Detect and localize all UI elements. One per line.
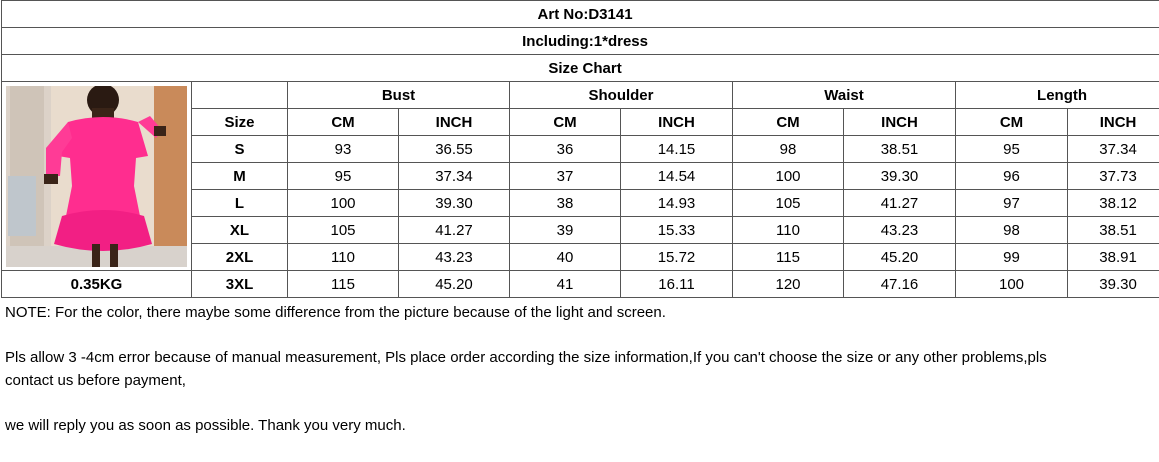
waist-inch-cell: 41.27 [844,190,956,217]
header-bust-inch: INCH [399,109,510,136]
bust-cm-cell: 105 [288,217,399,244]
length-cm-cell: 97 [956,190,1068,217]
shoulder-cm-cell: 40 [510,244,621,271]
shoulder-cm-cell: 41 [510,271,621,298]
header-shoulder: Shoulder [510,82,733,109]
length-cm-cell: 96 [956,163,1068,190]
size-cell: 3XL [192,271,288,298]
header-length-cm: CM [956,109,1068,136]
bust-inch-cell: 45.20 [399,271,510,298]
bust-cm-cell: 115 [288,271,399,298]
note-color-disclaimer: NOTE: For the color, there maybe some difference from the picture because of the light and screen. [5,304,666,321]
waist-cm-cell: 105 [733,190,844,217]
header-length: Length [956,82,1159,109]
bust-inch-cell: 36.55 [399,136,510,163]
shoulder-inch-cell: 15.33 [621,217,733,244]
length-inch-cell: 38.91 [1068,244,1159,271]
product-photo-cell [2,82,192,271]
length-inch-cell: 38.12 [1068,190,1159,217]
shoulder-inch-cell: 15.72 [621,244,733,271]
bust-inch-cell: 39.30 [399,190,510,217]
header-waist-inch: INCH [844,109,956,136]
length-inch-cell: 39.30 [1068,271,1159,298]
package-weight: 0.35KG [2,271,192,298]
waist-cm-cell: 98 [733,136,844,163]
note-spacer [5,392,1154,414]
product-photo [6,86,187,267]
header-bust-cm: CM [288,109,399,136]
length-cm-cell: 100 [956,271,1068,298]
length-cm-cell: 98 [956,217,1068,244]
shoulder-cm-cell: 37 [510,163,621,190]
length-inch-cell: 38.51 [1068,217,1159,244]
length-inch-cell: 37.73 [1068,163,1159,190]
art-number: Art No:D3141 [2,1,1159,28]
shoulder-inch-cell: 16.11 [621,271,733,298]
size-cell: L [192,190,288,217]
header-length-inch: INCH [1068,109,1159,136]
header-shoulder-inch: INCH [621,109,733,136]
waist-inch-cell: 47.16 [844,271,956,298]
bust-cm-cell: 110 [288,244,399,271]
waist-inch-cell: 39.30 [844,163,956,190]
bust-cm-cell: 100 [288,190,399,217]
shoulder-cm-cell: 39 [510,217,621,244]
note-measurement-error: Pls allow 3 -4cm error because of manual measurement, Pls place order according the size information,If you can't choose the size or any other problems,pls [5,349,1047,366]
bust-inch-cell: 41.27 [399,217,510,244]
header-blank [192,82,288,109]
header-size: Size [192,109,288,136]
waist-cm-cell: 100 [733,163,844,190]
size-cell: XL [192,217,288,244]
length-inch-cell: 37.34 [1068,136,1159,163]
waist-cm-cell: 110 [733,217,844,244]
table-row [2,271,1159,298]
size-cell: M [192,163,288,190]
header-waist-cm: CM [733,109,844,136]
bust-inch-cell: 43.23 [399,244,510,271]
size-cell: S [192,136,288,163]
shoulder-cm-cell: 36 [510,136,621,163]
length-cm-cell: 99 [956,244,1068,271]
waist-cm-cell: 115 [733,244,844,271]
shoulder-inch-cell: 14.93 [621,190,733,217]
note-reply-promise: we will reply you as soon as possible. Thank you very much. [5,417,406,434]
shoulder-cm-cell: 38 [510,190,621,217]
waist-inch-cell: 43.23 [844,217,956,244]
dress-model-image [6,86,187,267]
header-shoulder-cm: CM [510,109,621,136]
notes-section [0,298,1159,437]
waist-cm-cell: 120 [733,271,844,298]
bust-cm-cell: 95 [288,163,399,190]
header-bust: Bust [288,82,510,109]
bust-inch-cell: 37.34 [399,163,510,190]
length-cm-cell: 95 [956,136,1068,163]
header-waist: Waist [733,82,956,109]
note-spacer [5,324,1154,346]
shoulder-inch-cell: 14.54 [621,163,733,190]
size-chart-title: Size Chart [2,55,1159,82]
note-contact-us: contact us before payment, [5,372,186,389]
size-cell: 2XL [192,244,288,271]
shoulder-inch-cell: 14.15 [621,136,733,163]
size-chart-table [1,0,1159,298]
package-contents: Including:1*dress [2,28,1159,55]
bust-cm-cell: 93 [288,136,399,163]
waist-inch-cell: 38.51 [844,136,956,163]
waist-inch-cell: 45.20 [844,244,956,271]
